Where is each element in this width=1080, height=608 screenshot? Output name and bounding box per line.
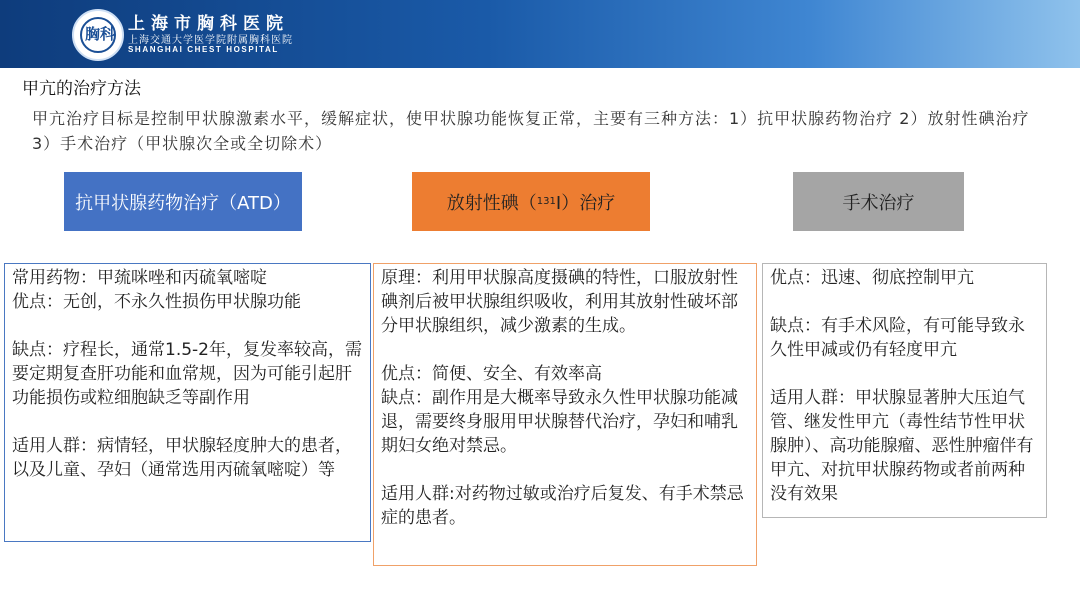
tab-rai-isotope-sup: 131 xyxy=(536,196,556,207)
intro-text: 甲亢治疗目标是控制甲状腺激素水平，缓解症状，使甲状腺功能恢复正常，主要有三种方法：1）抗甲状腺药物治疗 2）放射性碘治疗 3）手术治疗（甲状腺次全或全切除术） xyxy=(32,109,1030,153)
hospital-name-cn: 上海市胸科医院 xyxy=(128,14,289,34)
rai-principle: 原理：利用甲状腺高度摄碘的特性，口服放射性碘剂后被甲状腺组织吸收，利用其放射性破坏部分甲状腺组织，减少激素的生成。 xyxy=(381,268,738,336)
tab-radioiodine xyxy=(412,172,650,231)
surgery-pros: 优点：迅速、彻底控制甲亢 xyxy=(770,268,974,288)
tab-atd xyxy=(64,172,302,231)
atd-detail-box xyxy=(4,263,371,542)
rai-population: 适用人群:对药物过敏或治疗后复发、有手术禁忌症的患者。 xyxy=(381,484,744,528)
header-banner xyxy=(0,0,1080,68)
hospital-name-en: SHANGHAI CHEST HOSPITAL xyxy=(128,45,279,54)
tab-rai-label-pre: 放射性碘（ xyxy=(446,192,537,214)
hospital-logo xyxy=(72,9,124,61)
atd-cons: 缺点：疗程长，通常1.5-2年，复发率较高，需要定期复查肝功能和血常规，因为可能引起肝功能损伤或粒细胞缺乏等副作用 xyxy=(12,340,362,408)
logo-ring xyxy=(80,17,116,53)
surgery-detail-box xyxy=(762,263,1047,518)
tab-rai-label-post: I）治疗 xyxy=(555,192,616,214)
tab-atd-label: 抗甲状腺药物治疗（ATD） xyxy=(75,192,291,214)
page-title: 甲亢的治疗方法 xyxy=(22,79,141,99)
surgery-cons: 缺点：有手术风险，有可能导致永久性甲减或仍有轻度甲亢 xyxy=(770,316,1025,360)
rai-pros: 优点：简便、安全、有效率高 xyxy=(381,364,602,384)
tab-surgery xyxy=(793,172,964,231)
atd-pros: 优点：无创，不永久性损伤甲状腺功能 xyxy=(12,292,301,312)
rai-cons: 缺点：副作用是大概率导致永久性甲状腺功能减退，需要终身服用甲状腺替代治疗，孕妇和哺乳期妇女绝对禁忌。 xyxy=(381,388,738,456)
atd-population: 适用人群：病情轻，甲状腺轻度肿大的患者，以及儿童、孕妇（通常选用丙硫氧嘧啶）等 xyxy=(12,436,352,480)
surgery-population: 适用人群：甲状腺显著肿大压迫气管、继发性甲亢（毒性结节性甲状腺肿）、高功能腺瘤、恶性肿瘤伴有甲亢、对抗甲状腺药物或者前两种没有效果 xyxy=(770,388,1034,504)
logo-mark: 胸科 xyxy=(84,25,115,43)
radioiodine-detail-box xyxy=(373,263,757,566)
hospital-subtitle: 上海交通大学医学院附属胸科医院 xyxy=(128,35,293,46)
atd-drugs: 常用药物：甲巯咪唑和丙硫氧嘧啶 xyxy=(12,268,267,288)
tab-surgery-label: 手术治疗 xyxy=(842,192,915,214)
